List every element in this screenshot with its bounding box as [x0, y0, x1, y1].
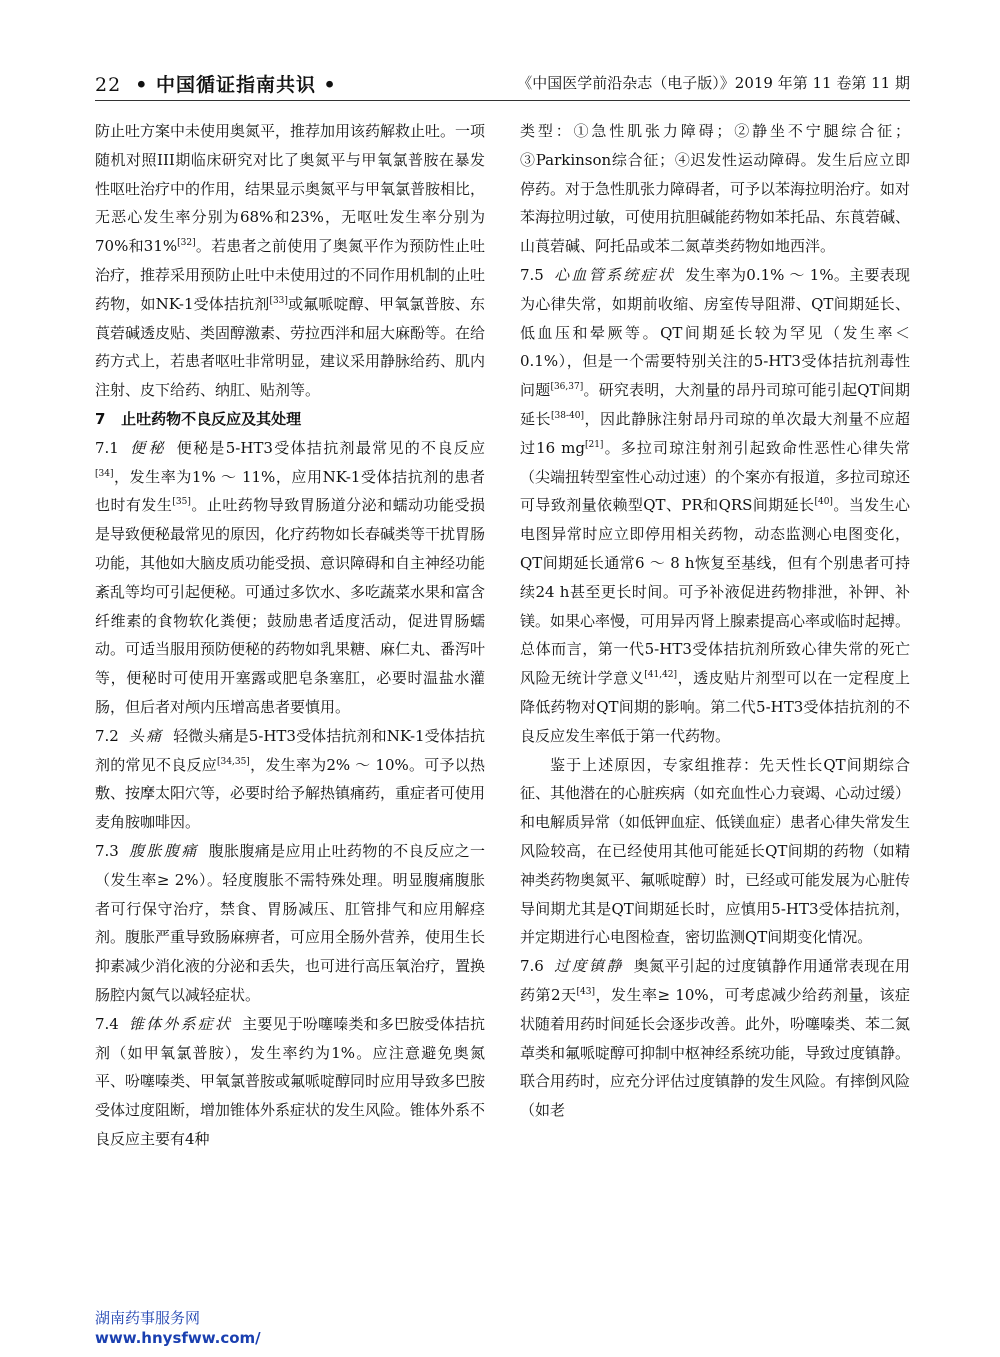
subsection-title: 腹胀腹痛	[128, 841, 199, 860]
paragraph	[95, 117, 485, 405]
text: 便秘是5-HT3受体拮抗剂最常见的不良反应	[176, 438, 485, 457]
paragraph	[520, 952, 910, 1125]
citation: [34]	[95, 468, 114, 479]
subsection-number: 7.2	[95, 726, 119, 745]
left-column	[95, 117, 485, 1154]
citation: [43]	[576, 986, 595, 997]
paragraph	[95, 837, 485, 1010]
header-rule	[95, 100, 910, 101]
text: 鉴于上述原因，专家组推荐：先天性长QT间期综合征、其他潜在的心脏疾病（如充血性心力衰竭、心动过缓）和电解质异常（如低钾血症、低镁血症）患者心律失常发生风险较高，在已经使用其他可能延长QT间期的药物（如精神类药物奥氮平、氟哌啶醇）时，已经或可能发展为心脏传导间期尤其是QT间期延长时，应慎用5-HT3受体拮抗剂，并定期进行心电图检查，密切监测QT间期变化情况。	[520, 755, 911, 947]
subsection-title: 便秘	[128, 438, 167, 457]
site-url[interactable]: www.hnysfww.com/	[95, 1329, 261, 1347]
text: 。多拉司琼注射剂引起致命性恶性心律失常（尖端扭转型室性心动过速）的个案亦有报道，多拉司琼还可导致剂量依赖型QT、PR和QRS间期延长	[520, 438, 911, 515]
page-number: 22	[95, 74, 122, 96]
citation: [38-40]	[551, 410, 585, 421]
text: 。若患者之前使用了奥氮平作为预防性止吐治疗，推荐采用预防止吐中未使用过的不同作用机制的止吐药物，如NK-1受体拮抗剂	[95, 237, 486, 313]
paragraph	[95, 722, 485, 837]
right-column	[520, 117, 910, 1125]
section-heading	[95, 405, 485, 434]
text: 主要见于吩噻嗪类和多巴胺受体拮抗剂（如甲氧氯普胺），发生率约为1%。应注意避免奥氮平、吩噻嗪类、甲氧氯普胺或氟哌啶醇同时应用导致多巴胺受体过度阻断，增加锥体外系症状的发生风险。锥体外系不良反应主要有4种	[95, 1014, 486, 1148]
journal-citation: 《中国医学前沿杂志（电子版）》2019 年第 11 卷第 11 期	[517, 74, 910, 92]
citation: [41,42]	[644, 670, 678, 681]
subsection-number: 7.1	[95, 438, 119, 457]
citation: [21]	[584, 439, 604, 450]
citation: [40]	[814, 497, 833, 508]
citation: [33]	[269, 295, 288, 306]
page-header	[95, 70, 910, 100]
section-number: 7	[95, 409, 106, 428]
paragraph	[520, 751, 910, 953]
paragraph	[520, 117, 910, 261]
text: ，发生率为2% ～ 10%。可予以热敷、按摩太阳穴等，必要时给予解热镇痛药，重症者可使用麦角胺咖啡因。	[95, 755, 486, 832]
text: ，因此静脉注射昂丹司琼的单次最大剂量不应超过16 mg	[520, 409, 910, 457]
subsection-number: 7.5	[520, 265, 544, 284]
section-label: • 中国循证指南共识 •	[135, 74, 337, 96]
subsection-title: 锥体外系症状	[128, 1014, 233, 1033]
citation: [32]	[177, 238, 196, 249]
paragraph	[95, 1010, 485, 1154]
citation: [35]	[172, 497, 191, 508]
text: 。当发生心电图异常时应立即停用相关药物，动态监测心电图变化，QT间期延长通常6 ～ 8 h恢复至基线，但有个别患者可持续24 h甚至更长时间。可予补液促进药物排泄，补钾、补镁。如果心率慢，可用异丙肾上腺素提高心率或临时起搏。总体而言，第一代5-HT3受体拮抗剂所致心律失常的死亡风险无统计学意义	[520, 496, 911, 688]
subsection-title: 过度镇静	[553, 957, 624, 976]
text: 腹胀腹痛是应用止吐药物的不良反应之一（发生率≥ 2%）。轻度腹胀不需特殊处理。明显腹痛腹胀者可行保守治疗，禁食、胃肠减压、肛管排气和应用解痉剂。腹胀严重导致肠麻痹者，可应用全肠外营养，使用生长抑素减少消化液的分泌和丢失，也可进行高压氧治疗，置换肠腔内氮气以减轻症状。	[95, 841, 486, 1004]
subsection-title: 心血管系统症状	[553, 265, 676, 284]
text: 。研究表明，大剂量的昂丹司琼可能引起QT间期延长	[520, 381, 910, 428]
text: 轻微头痛是5-HT3受体拮抗剂和NK-1受体拮抗剂的常见不良反应	[95, 726, 485, 774]
citation: [36,37]	[550, 382, 584, 393]
text: 奥氮平引起的过度镇静作用通常表现在用药第2天	[520, 957, 910, 1004]
text: 发生率为0.1% ～ 1%。主要表现为心律失常，如期前收缩、房室传导阻滞、QT间期延长、低血压和晕厥等。QT间期延长较为罕见（发生率＜ 0.1%），但是一个需要特别关注的5-HT3受体拮抗剂毒性问题	[520, 265, 910, 400]
text: 或氟哌啶醇、甲氧氯普胺、东莨菪碱透皮贴、类固醇激素、劳拉西泮和屈大麻酚等。在给药方式上，若患者呕吐非常明显，建议采用静脉给药、肌内注射、皮下给药、纳肛、贴剂等。	[95, 294, 486, 400]
subsection-number: 7.4	[95, 1014, 119, 1033]
citation: [34,35]	[217, 756, 250, 767]
header-left	[95, 70, 337, 97]
paragraph	[95, 434, 485, 722]
site-name: 湖南药事服务网	[95, 1309, 201, 1327]
text: 类型：①急性肌张力障碍；②静坐不宁腿综合征；③Parkinson综合征；④迟发性运动障碍。发生后应立即停药。对于急性肌张力障碍者，可予以苯海拉明治疗。如对苯海拉明过敏，可使用抗胆碱能药物如苯托品、东莨菪碱、山莨菪碱、阿托品或苯二氮䓬类药物如地西泮。	[520, 122, 911, 256]
text: ，发生率为1% ～ 11%，应用NK-1受体拮抗剂的患者也时有发生	[95, 467, 485, 515]
subsection-number: 7.3	[95, 841, 119, 860]
subsection-title: 头痛	[128, 726, 164, 745]
paragraph	[520, 261, 910, 751]
section-title: 止吐药物不良反应及其处理	[121, 409, 302, 428]
text: ，透皮贴片剂型可以在一定程度上降低药物对QT间期的影响。第二代5-HT3受体拮抗剂的不良反应发生率低于第一代药物。	[520, 669, 910, 745]
text: 。止吐药物导致胃肠道分泌和蠕动功能受损是导致便秘最常见的原因，化疗药物如长春碱类等干扰胃肠功能，其他如大脑皮质功能受损、意识障碍和自主神经功能紊乱等均可引起便秘。可通过多饮水、多吃蔬菜水果和富含纤维素的食物软化粪便；鼓励患者适度活动，促进胃肠蠕动。可适当服用预防便秘的药物如乳果糖、麻仁丸、番泻叶等，便秘时可使用开塞露或肥皂条塞肛，必要时温盐水灌肠，但后者对颅内压增高患者要慎用。	[95, 496, 486, 716]
subsection-number: 7.6	[520, 957, 544, 976]
footer-watermark	[95, 1308, 261, 1348]
text: 防止吐方案中未使用奥氮平，推荐加用该药解救止吐。一项随机对照III期临床研究对比了奥氮平与甲氧氯普胺在暴发性呕吐治疗中的作用，结果显示奥氮平与甲氧氯普胺相比，无恶心发生率分别为68%和23%，无呕吐发生率分别为70%和31%	[95, 122, 486, 256]
text: ，发生率≥ 10%，可考虑减少给药剂量，该症状随着用药时间延长会逐步改善。此外，吩噻嗪类、苯二氮䓬类和氟哌啶醇可抑制中枢神经系统功能，导致过度镇静。联合用药时，应充分评估过度镇静的发生风险。有摔倒风险（如老	[520, 985, 911, 1120]
